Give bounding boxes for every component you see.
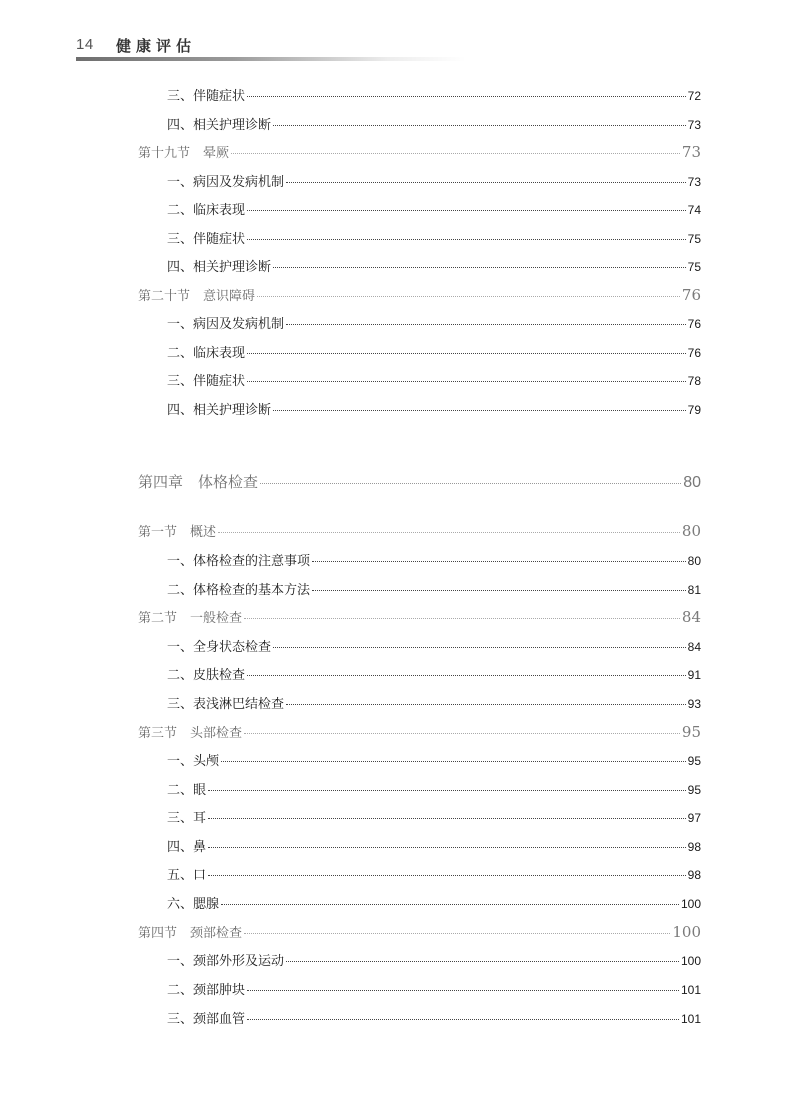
toc-item xyxy=(167,979,701,998)
dot-leader xyxy=(244,618,680,619)
toc-entry-title: 一、体格检查的注意事项 xyxy=(167,554,311,569)
toc-entry-title: 四、相关护理诊断 xyxy=(167,118,272,133)
toc-item xyxy=(167,313,701,332)
toc-item xyxy=(167,779,701,798)
toc-entry-title: 第十九节 晕厥 xyxy=(138,146,230,161)
toc-entry-title: 第二十节 意识障碍 xyxy=(138,289,256,304)
toc-item xyxy=(167,199,701,218)
toc-page-number: 101 xyxy=(680,983,701,997)
dot-leader xyxy=(312,561,686,562)
toc-page-number: 95 xyxy=(681,723,701,741)
toc-page-number: 75 xyxy=(687,232,701,246)
toc-entry-title: 一、病因及发病机制 xyxy=(167,175,285,190)
toc-entry-title: 一、头颅 xyxy=(167,754,220,769)
toc-entry-title: 二、眼 xyxy=(167,783,207,798)
toc-page-number: 73 xyxy=(687,175,701,189)
toc-page-number: 100 xyxy=(680,897,701,911)
toc-item xyxy=(167,550,701,569)
dot-leader xyxy=(208,847,686,848)
toc-page-number: 74 xyxy=(687,203,701,217)
toc-entry-title: 二、临床表现 xyxy=(167,346,246,361)
page-number: 14 xyxy=(76,36,94,53)
toc-entry-title: 一、颈部外形及运动 xyxy=(167,954,285,969)
toc-entry-title: 二、体格检查的基本方法 xyxy=(167,583,311,598)
toc-entry-title: 三、耳 xyxy=(167,811,207,826)
toc-entry-title: 第二节 一般检查 xyxy=(138,611,243,626)
dot-leader xyxy=(286,704,686,705)
toc-entry-title: 三、伴随症状 xyxy=(167,89,246,104)
toc-page-number: 98 xyxy=(687,868,701,882)
toc-page-number: 76 xyxy=(681,286,701,304)
dot-leader xyxy=(273,410,686,411)
toc-entry-title: 二、颈部肿块 xyxy=(167,983,246,998)
toc-page-number: 79 xyxy=(687,403,701,417)
toc-page-number: 95 xyxy=(687,783,701,797)
dot-leader xyxy=(247,96,686,97)
toc-chapter xyxy=(138,471,701,492)
toc-entry-title: 二、临床表现 xyxy=(167,203,246,218)
dot-leader xyxy=(273,267,686,268)
dot-leader xyxy=(286,182,686,183)
dot-leader xyxy=(247,353,686,354)
toc-section xyxy=(138,142,701,161)
toc-item xyxy=(167,893,701,912)
toc-page-number: 98 xyxy=(687,840,701,854)
toc-entry-title: 三、表浅淋巴结检查 xyxy=(167,697,285,712)
toc-entry-title: 六、腮腺 xyxy=(167,897,220,912)
toc-page-number: 101 xyxy=(680,1012,701,1026)
toc-item xyxy=(167,636,701,655)
toc-item xyxy=(167,228,701,247)
dot-leader xyxy=(244,933,670,934)
toc-page-number: 95 xyxy=(687,754,701,768)
toc-entry-title: 三、颈部血管 xyxy=(167,1012,246,1027)
toc-page-number: 75 xyxy=(687,260,701,274)
dot-leader xyxy=(260,483,681,484)
dot-leader xyxy=(208,790,686,791)
dot-leader xyxy=(312,590,686,591)
dot-leader xyxy=(247,1019,679,1020)
toc-entry-title: 第三节 头部检查 xyxy=(138,726,243,741)
toc-entry-title: 四、鼻 xyxy=(167,840,207,855)
toc-entry-title: 四、相关护理诊断 xyxy=(167,403,272,418)
toc-item xyxy=(167,114,701,133)
dot-leader xyxy=(286,324,686,325)
dot-leader xyxy=(257,296,680,297)
toc-section xyxy=(138,607,701,626)
toc-item xyxy=(167,836,701,855)
toc-page-number: 93 xyxy=(687,697,701,711)
toc-page-number: 73 xyxy=(687,118,701,132)
toc-entry-title: 四、相关护理诊断 xyxy=(167,260,272,275)
toc-entry-title: 一、全身状态检查 xyxy=(167,640,272,655)
toc-page-number: 80 xyxy=(683,474,701,491)
dot-leader xyxy=(221,904,679,905)
toc-item xyxy=(167,579,701,598)
dot-leader xyxy=(247,675,686,676)
toc-page-number: 78 xyxy=(687,374,701,388)
toc-entry-title: 三、伴随症状 xyxy=(167,374,246,389)
dot-leader xyxy=(286,961,679,962)
toc-item xyxy=(167,85,701,104)
toc-page-number: 97 xyxy=(687,811,701,825)
toc-item xyxy=(167,750,701,769)
toc-entry-title: 第一节 概述 xyxy=(138,525,217,540)
toc-entry-title: 二、皮肤检查 xyxy=(167,668,246,683)
toc-page-number: 84 xyxy=(681,608,701,626)
toc-page-number: 91 xyxy=(687,668,701,682)
toc-section xyxy=(138,285,701,304)
dot-leader xyxy=(273,647,686,648)
dot-leader xyxy=(221,761,686,762)
toc-page-number: 73 xyxy=(681,143,701,161)
toc-section xyxy=(138,521,701,540)
dot-leader xyxy=(247,990,679,991)
dot-leader xyxy=(247,210,686,211)
toc-item xyxy=(167,664,701,683)
toc-item xyxy=(167,1008,701,1027)
dot-leader xyxy=(208,875,686,876)
dot-leader xyxy=(273,125,686,126)
book-title: 健康评估 xyxy=(116,37,197,55)
toc-item xyxy=(167,864,701,883)
toc-item xyxy=(167,950,701,969)
dot-leader xyxy=(218,532,680,533)
toc-section xyxy=(138,922,701,941)
toc-entry-title: 三、伴随症状 xyxy=(167,232,246,247)
dot-leader xyxy=(247,381,686,382)
toc-entry-title: 第四章 体格检查 xyxy=(138,473,259,491)
toc-page-number: 100 xyxy=(672,923,701,941)
toc-page-number: 76 xyxy=(687,317,701,331)
toc-page-number: 80 xyxy=(681,522,701,540)
toc-page-number: 84 xyxy=(687,640,701,654)
toc-entry-title: 一、病因及发病机制 xyxy=(167,317,285,332)
toc-entry-title: 第四节 颈部检查 xyxy=(138,926,243,941)
dot-leader xyxy=(244,733,680,734)
toc-item xyxy=(167,171,701,190)
toc-page-number: 81 xyxy=(687,583,701,597)
toc-item xyxy=(167,256,701,275)
toc-page-number: 100 xyxy=(680,954,701,968)
toc-entry-title: 五、口 xyxy=(167,868,207,883)
toc-page-number: 72 xyxy=(687,89,701,103)
toc-section xyxy=(138,722,701,741)
toc-item xyxy=(167,342,701,361)
dot-leader xyxy=(208,818,686,819)
dot-leader xyxy=(247,239,686,240)
toc-item xyxy=(167,807,701,826)
toc-item xyxy=(167,399,701,418)
toc-page-number: 80 xyxy=(687,554,701,568)
toc-item xyxy=(167,370,701,389)
toc-page-number: 76 xyxy=(687,346,701,360)
toc-item xyxy=(167,693,701,712)
dot-leader xyxy=(231,153,680,154)
